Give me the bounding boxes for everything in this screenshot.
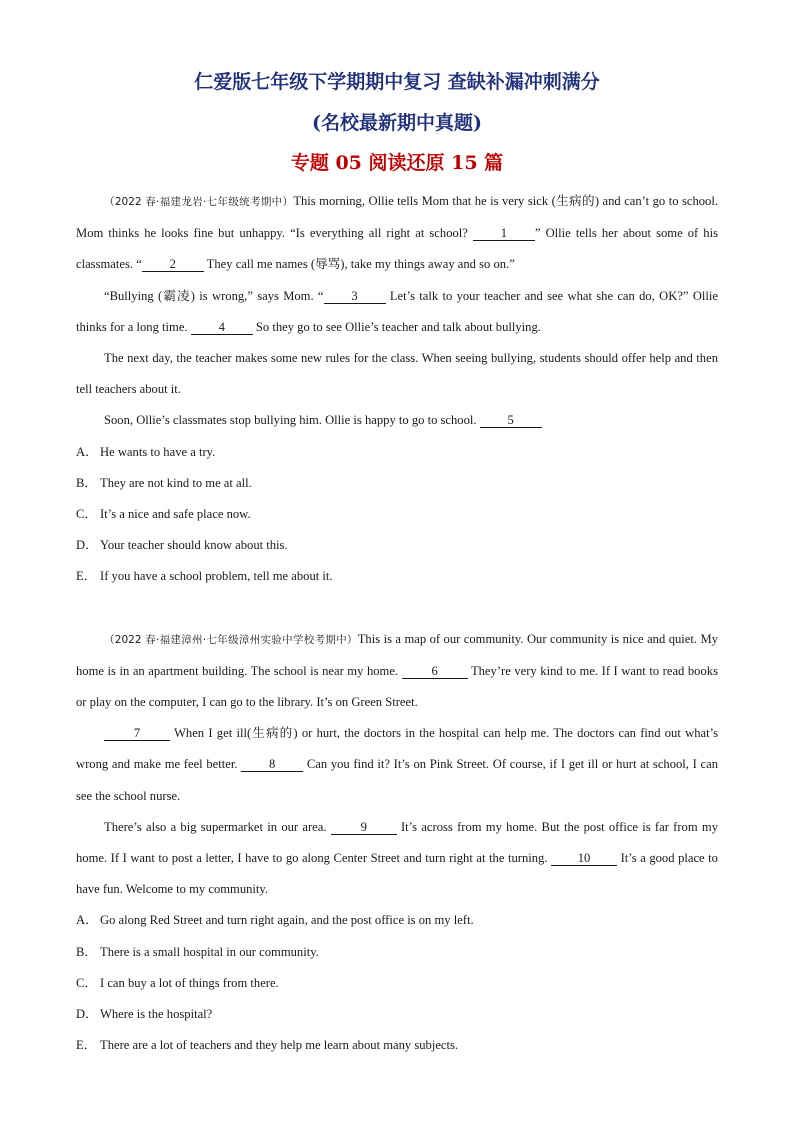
option-item: A． He wants to have a try.	[76, 444, 216, 459]
blank-10[interactable]: 10	[551, 851, 617, 866]
blank-1[interactable]: 1	[473, 226, 535, 241]
option-item: D． Your teacher should know about this.	[76, 538, 288, 553]
option-item: C． It’s a nice and safe place now.	[76, 507, 251, 522]
page-title: 仁爱版七年级下学期期中复习 查缺补漏冲刺满分	[194, 71, 600, 93]
passage-1-paragraph-1: （2022 春·福建龙岩·七年级统考期中）This morning, Ollie tells Mom that he is very sick (生病的) and can’t go to school. Mom thinks he looks fine but unhappy. “Is everything all right at school? 1 ” Ollie tells her about some of his classmates. “ 2 They call me names (辱骂), take my things away and so on.”	[76, 194, 718, 272]
option-item: B． They are not kind to me at all.	[76, 475, 252, 490]
blank-7[interactable]: 7	[104, 726, 170, 741]
passage-2-paragraph-1: （2022 春·福建漳州·七年级漳州实验中学校考期中）This is a map of our community. Our community is nice and quiet. My home is in an apartment building. The school is near my home. 6 They’re very kind to me. If I want to read books or play on the computer, I can go to the library. It’s on Green Street.	[76, 631, 718, 710]
option-item: C． I can buy a lot of things from there.	[76, 975, 279, 990]
option-item: E． There are a lot of teachers and they help me learn about many subjects.	[76, 1038, 459, 1053]
option-item: B． There is a small hospital in our community.	[76, 944, 319, 959]
blank-4[interactable]: 4	[191, 320, 253, 335]
blank-8[interactable]: 8	[241, 757, 303, 772]
passage-2-options	[76, 905, 718, 1061]
passage-2-paragraph-2: 7 When I get ill(生病的) or hurt, the doctors in the hospital can help me. The doctors can find out what’s wrong and make me feel better. 8 Can you find it? It’s on Pink Street. Of course, if I get ill or hurt at school, I can see the school nurse.	[76, 726, 719, 803]
passage-2-source: （2022 春·福建漳州·七年级漳州实验中学校考期中）	[104, 633, 358, 646]
passage-2	[76, 624, 718, 1062]
passage-1-paragraph-2: “Bullying (霸凌) is wrong,” says Mom. “ 3 Let’s talk to your teacher and see what she can do, OK?” Ollie thinks for a long time. 4 So they go to see Ollie’s teacher and talk about bullying.	[76, 288, 718, 334]
passage-1-paragraph-3: The next day, the teacher makes some new rules for the class. When seeing bullying, students should offer help and then tell teachers about it.	[76, 351, 718, 397]
passage-2-paragraph-3: There’s also a big supermarket in our area. 9 It’s across from my home. But the post office is far from my home. If I want to post a letter, I have to go along Center Street and turn right at the turning. 10 It’s a good place to have fun. Welcome to my community.	[76, 819, 719, 897]
passage-1-paragraph-4: Soon, Ollie’s classmates stop bullying him. Ollie is happy to go to school. 5	[76, 405, 718, 436]
page-subtitle: (名校最新期中真题)	[312, 112, 482, 134]
option-item: D． Where is the hospital?	[76, 1007, 213, 1022]
topic-title: 专题 05 阅读还原 15 篇	[290, 152, 504, 174]
passage-1-options	[76, 437, 718, 593]
blank-5[interactable]: 5	[480, 413, 542, 428]
option-item: A． Go along Red Street and turn right again, and the post office is on my left.	[76, 913, 474, 928]
passage-1-source: （2022 春·福建龙岩·七年级统考期中）	[104, 196, 294, 208]
blank-6[interactable]: 6	[402, 664, 468, 679]
blank-2[interactable]: 2	[142, 257, 204, 272]
blank-9[interactable]: 9	[331, 820, 397, 835]
section-spacer	[76, 593, 718, 624]
passage-1	[76, 186, 718, 593]
option-item: E． If you have a school problem, tell me about it.	[76, 569, 333, 584]
blank-3[interactable]: 3	[324, 289, 386, 304]
